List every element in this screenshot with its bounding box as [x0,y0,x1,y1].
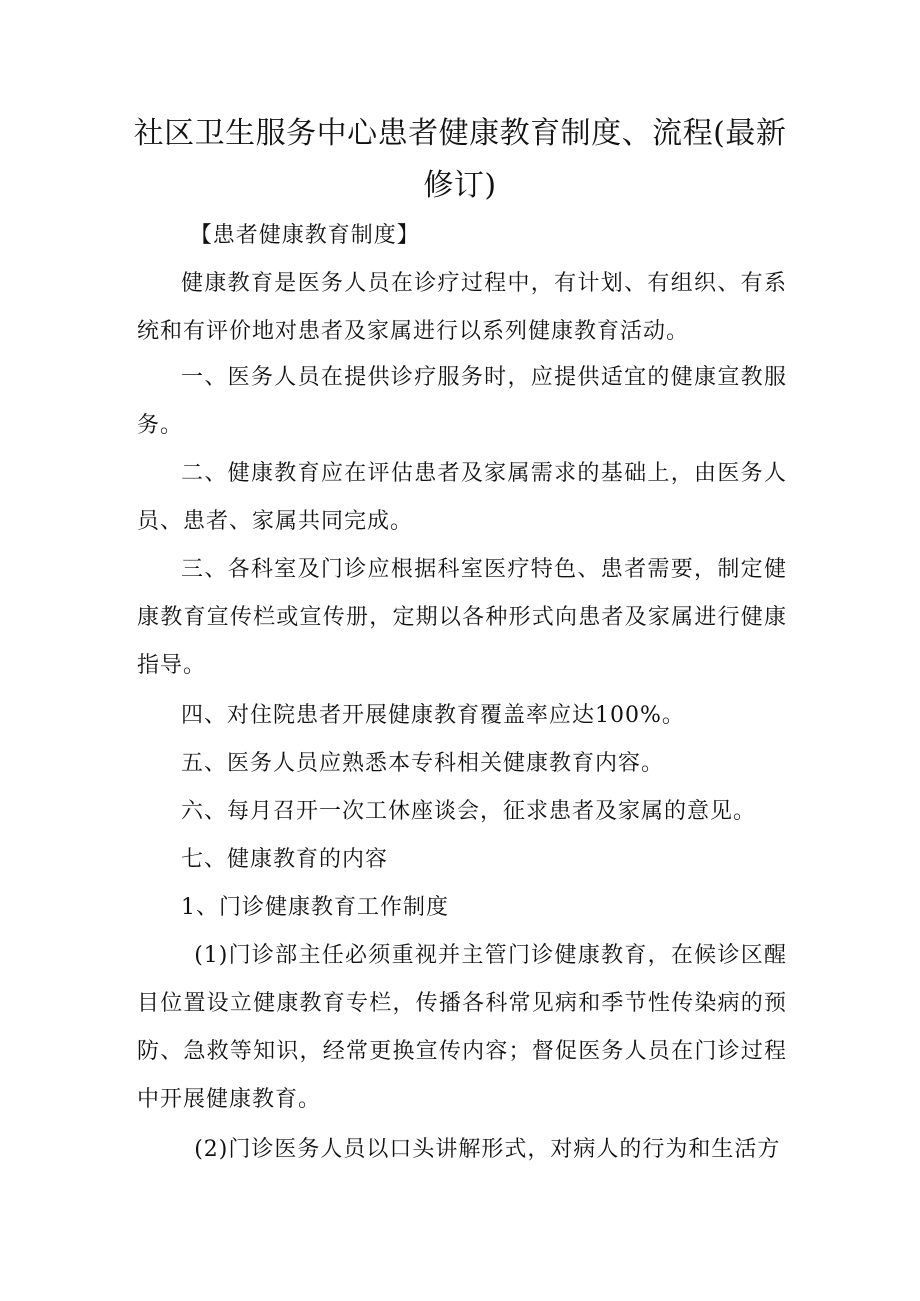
paragraph-sub-2: (2)门诊医务人员以口头讲解形式，对病人的行为和生活方 [194,1137,781,1162]
paragraph-subheading-outpatient: 1、门诊健康教育工作制度 [181,895,449,920]
paragraph-sub-1: (1)门诊部主任必须重视并主管门诊健康教育，在候诊区醒目位置设立健康教育专栏，传播各科常见病和季节性传染病的预防、急救等知识，经常更换宣传内容；督促医务人员在门诊过程中开展健康教育。 [137,943,787,1112]
section-heading: 【患者健康教育制度】 [189,223,420,248]
paragraph-item-1: 一、医务人员在提供诊疗服务时，应提供适宜的健康宣教服务。 [137,365,787,438]
paragraph-item-4: 四、对住院患者开展健康教育覆盖率应达100%。 [181,703,685,728]
paragraph-item-6: 六、每月召开一次工休座谈会，征求患者及家属的意见。 [181,799,757,824]
paragraph-intro: 健康教育是医务人员在诊疗过程中，有计划、有组织、有系统和有评价地对患者及家属进行以系列健康教育活动。 [137,271,787,344]
paragraph-item-3: 三、各科室及门诊应根据科室医疗特色、患者需要，制定健康教育宣传栏或宣传册，定期以各种形式向患者及家属进行健康指导。 [137,557,787,678]
paragraph-item-2: 二、健康教育应在评估患者及家属需求的基础上，由医务人员、患者、家属共同完成。 [137,461,787,534]
document-title: 社区卫生服务中心患者健康教育制度、流程(最新修订) [133,116,787,203]
paragraph-item-5: 五、医务人员应熟悉本专科相关健康教育内容。 [181,751,665,776]
paragraph-item-7: 七、健康教育的内容 [181,847,389,872]
